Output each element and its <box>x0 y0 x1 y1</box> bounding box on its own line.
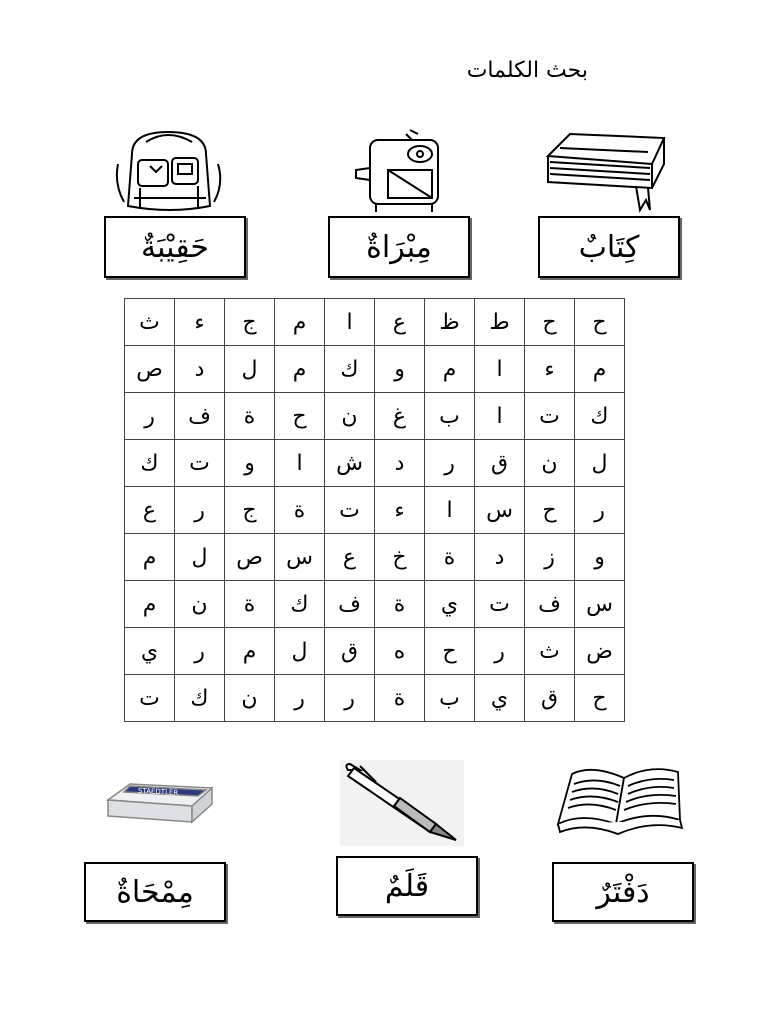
grid-cell: ا <box>275 440 325 487</box>
grid-cell: ز <box>525 534 575 581</box>
page-title: بحث الكلمات <box>466 58 588 83</box>
grid-cell: ر <box>575 487 625 534</box>
grid-cell: ت <box>175 440 225 487</box>
grid-row <box>125 581 625 628</box>
grid-cell: ا <box>425 487 475 534</box>
grid-cell: ح <box>525 487 575 534</box>
word-card-pen: قَلَمٌ <box>336 856 478 916</box>
grid-cell: ل <box>175 534 225 581</box>
grid-cell: ج <box>225 299 275 346</box>
grid-cell: د <box>375 440 425 487</box>
grid-cell: ق <box>475 440 525 487</box>
word-card-book: كِتَابٌ <box>538 216 680 278</box>
grid-cell: ط <box>475 299 525 346</box>
grid-cell: ع <box>375 299 425 346</box>
grid-cell: س <box>575 581 625 628</box>
grid-cell: ج <box>225 487 275 534</box>
grid-cell: ي <box>125 628 175 675</box>
backpack-icon <box>110 124 228 216</box>
grid-cell: و <box>575 534 625 581</box>
grid-row <box>125 393 625 440</box>
grid-row <box>125 346 625 393</box>
eraser-brand-label: STAEDTLER <box>137 786 179 797</box>
grid-cell: ل <box>275 628 325 675</box>
grid-cell: ت <box>525 393 575 440</box>
grid-row <box>125 534 625 581</box>
grid-cell: ر <box>475 628 525 675</box>
grid-cell: ش <box>325 440 375 487</box>
grid-cell: ت <box>125 675 175 722</box>
grid-cell: ب <box>425 675 475 722</box>
grid-cell: ع <box>125 487 175 534</box>
grid-row <box>125 675 625 722</box>
grid-cell: ث <box>525 628 575 675</box>
grid-cell: ا <box>325 299 375 346</box>
word-card-bag: حَقِيْبَةٌ <box>104 216 246 278</box>
grid-cell: ي <box>425 581 475 628</box>
grid-cell: ن <box>175 581 225 628</box>
grid-cell: س <box>475 487 525 534</box>
grid-cell: خ <box>375 534 425 581</box>
grid-cell: ي <box>475 675 525 722</box>
grid-cell: م <box>275 299 325 346</box>
grid-cell: ن <box>525 440 575 487</box>
grid-row <box>125 487 625 534</box>
grid-cell: ك <box>125 440 175 487</box>
grid-cell: ح <box>575 675 625 722</box>
grid-cell: س <box>275 534 325 581</box>
grid-cell: ة <box>375 581 425 628</box>
grid-cell: ل <box>225 346 275 393</box>
grid-cell: م <box>425 346 475 393</box>
grid-cell: ض <box>575 628 625 675</box>
word-card-sharpener: مِبْرَاةٌ <box>328 216 470 278</box>
book-icon <box>540 126 668 214</box>
grid-cell: ح <box>525 299 575 346</box>
eraser-icon <box>100 766 220 836</box>
pencil-sharpener-icon <box>346 124 456 216</box>
grid-cell: ق <box>325 628 375 675</box>
grid-cell: ء <box>175 299 225 346</box>
grid-row <box>125 299 625 346</box>
grid-cell: ر <box>125 393 175 440</box>
grid-cell: ن <box>325 393 375 440</box>
grid-cell: ن <box>225 675 275 722</box>
grid-cell: ا <box>475 393 525 440</box>
word-card-eraser: مِمْحَاةٌ <box>84 862 226 922</box>
grid-cell: ك <box>175 675 225 722</box>
grid-cell: ة <box>225 393 275 440</box>
grid-cell: ر <box>175 628 225 675</box>
grid-cell: ة <box>425 534 475 581</box>
grid-cell: ر <box>425 440 475 487</box>
grid-row <box>125 628 625 675</box>
grid-cell: م <box>125 534 175 581</box>
word-search-grid <box>124 298 625 722</box>
grid-cell: ء <box>375 487 425 534</box>
grid-cell: د <box>475 534 525 581</box>
grid-cell: ه <box>375 628 425 675</box>
grid-cell: ر <box>275 675 325 722</box>
grid-cell: ك <box>275 581 325 628</box>
grid-cell: ا <box>475 346 525 393</box>
grid-cell: ع <box>325 534 375 581</box>
grid-cell: ل <box>575 440 625 487</box>
grid-cell: ف <box>175 393 225 440</box>
grid-cell: د <box>175 346 225 393</box>
grid-cell: ب <box>425 393 475 440</box>
grid-cell: ر <box>175 487 225 534</box>
grid-cell: م <box>275 346 325 393</box>
grid-cell: م <box>575 346 625 393</box>
grid-cell: غ <box>375 393 425 440</box>
grid-cell: ح <box>275 393 325 440</box>
grid-cell: ح <box>575 299 625 346</box>
grid-cell: ة <box>375 675 425 722</box>
grid-cell: ق <box>525 675 575 722</box>
grid-cell: ك <box>325 346 375 393</box>
grid-cell: ف <box>325 581 375 628</box>
grid-cell: م <box>225 628 275 675</box>
grid-cell: ة <box>275 487 325 534</box>
grid-cell: ص <box>225 534 275 581</box>
grid-cell: ف <box>525 581 575 628</box>
grid-cell: ح <box>425 628 475 675</box>
grid-cell: ك <box>575 393 625 440</box>
grid-cell: و <box>225 440 275 487</box>
open-notebook-icon <box>552 764 688 846</box>
grid-cell: ء <box>525 346 575 393</box>
grid-row <box>125 440 625 487</box>
grid-cell: ث <box>125 299 175 346</box>
grid-cell: ص <box>125 346 175 393</box>
grid-cell: ة <box>225 581 275 628</box>
pen-icon <box>340 760 464 846</box>
grid-cell: ت <box>475 581 525 628</box>
word-card-notebook: دَفْتَرٌ <box>552 862 694 922</box>
grid-cell: و <box>375 346 425 393</box>
grid-cell: ر <box>325 675 375 722</box>
grid-cell: ظ <box>425 299 475 346</box>
grid-cell: م <box>125 581 175 628</box>
grid-cell: ت <box>325 487 375 534</box>
